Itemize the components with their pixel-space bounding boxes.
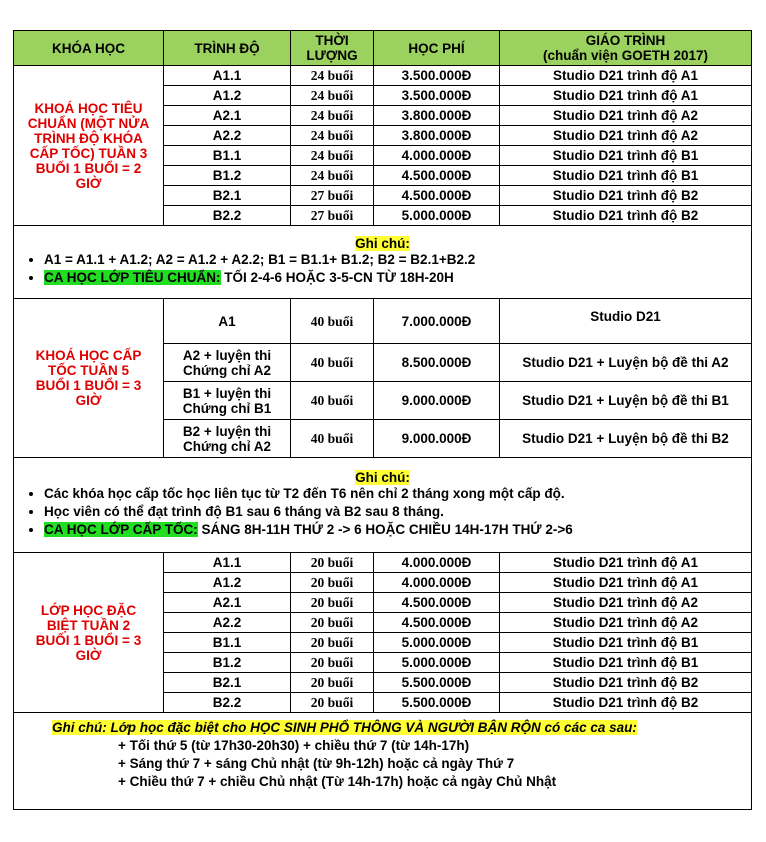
level-cell: A1.2	[164, 86, 291, 106]
duration-cell: 20 buổi	[291, 673, 374, 693]
book-cell: Studio D21 + Luyện bộ đề thi B2	[500, 420, 752, 458]
duration-cell: 24 buổi	[291, 106, 374, 126]
duration-cell: 27 buổi	[291, 206, 374, 226]
fee-cell: 8.500.000Đ	[374, 344, 500, 382]
duration-cell: 40 buổi	[291, 344, 374, 382]
express-note-list	[14, 485, 751, 539]
level-cell: B1.1	[164, 633, 291, 653]
standard-note-item	[44, 269, 751, 287]
book-cell: Studio D21 trình độ B1	[500, 653, 752, 673]
fee-cell: 4.000.000Đ	[374, 553, 500, 573]
header-level: TRÌNH ĐỘ	[164, 31, 291, 66]
level-cell: A2.2	[164, 613, 291, 633]
table-row	[14, 553, 752, 573]
fee-cell: 7.000.000Đ	[374, 299, 500, 344]
book-cell: Studio D21 trình độ B1	[500, 166, 752, 186]
level-cell: B2.1	[164, 186, 291, 206]
price-table	[13, 30, 752, 810]
price-table-container	[13, 30, 751, 810]
level-cell: B1.2	[164, 653, 291, 673]
book-cell: Studio D21 trình độ A2	[500, 126, 752, 146]
express-schedule-label: CA HỌC LỚP CẤP TỐC:	[44, 521, 198, 537]
level-cell: A1.1	[164, 553, 291, 573]
header-duration	[291, 31, 374, 66]
duration-cell: 40 buổi	[291, 299, 374, 344]
special-note-title-wrap	[52, 719, 751, 737]
duration-cell: 40 buổi	[291, 382, 374, 420]
fee-cell: 5.000.000Đ	[374, 206, 500, 226]
fee-cell: 3.500.000Đ	[374, 86, 500, 106]
table-row	[14, 299, 752, 344]
standard-note	[14, 226, 752, 299]
level-cell: B2.2	[164, 693, 291, 713]
book-cell: Studio D21 + Luyện bộ đề thi B1	[500, 382, 752, 420]
duration-cell: 20 buổi	[291, 693, 374, 713]
duration-cell: 20 buổi	[291, 573, 374, 593]
header-course: KHÓA HỌC	[14, 31, 164, 66]
fee-cell: 5.000.000Đ	[374, 653, 500, 673]
special-option: + Tối thứ 5 (từ 17h30-20h30) + chiều thứ 7 (từ 14h-17h)	[118, 738, 470, 753]
duration-cell: 24 buổi	[291, 66, 374, 86]
standard-note-list	[14, 251, 751, 287]
special-option: + Chiều thứ 7 + chiều Chủ nhật (Từ 14h-17h) hoặc cả ngày Chủ Nhật	[118, 774, 557, 789]
fee-cell: 4.000.000Đ	[374, 146, 500, 166]
book-cell: Studio D21 trình độ A2	[500, 593, 752, 613]
express-note-item: • Học viên có thể đạt trình độ B1 sau 6 tháng và B2 sau 8 tháng.	[44, 503, 751, 521]
duration-cell: 20 buổi	[291, 653, 374, 673]
standard-note-title-wrap	[14, 236, 751, 251]
standard-schedule-label: CA HỌC LỚP TIÊU CHUẨN:	[44, 269, 221, 285]
duration-cell: 24 buổi	[291, 86, 374, 106]
book-cell: Studio D21 trình độ A1	[500, 573, 752, 593]
book-cell: Studio D21 + Luyện bộ đề thi A2	[500, 344, 752, 382]
course-express-name: KHOÁ HỌC CẤP TỐC TUẦN 5 BUỔI 1 BUỔI = 3 GIỜ	[14, 299, 164, 458]
fee-cell: 9.000.000Đ	[374, 382, 500, 420]
standard-note-title: Ghi chú:	[355, 235, 410, 251]
fee-cell: 4.000.000Đ	[374, 573, 500, 593]
special-option: + Sáng thứ 7 + sáng Chủ nhật (từ 9h-12h) hoặc cả ngày Thứ 7	[118, 756, 515, 771]
book-cell: Studio D21	[500, 299, 752, 344]
express-note	[14, 458, 752, 553]
fee-cell: 3.800.000Đ	[374, 126, 500, 146]
duration-cell: 24 buổi	[291, 166, 374, 186]
special-note	[14, 713, 752, 810]
course-standard-name: KHOÁ HỌC TIÊU CHUẨN (MỘT NỬA TRÌNH ĐỘ KHÓA CẤP TỐC) TUẦN 3 BUỔI 1 BUỔI = 2 GIỜ	[14, 66, 164, 226]
express-note-row	[14, 458, 752, 553]
fee-cell: 5.500.000Đ	[374, 693, 500, 713]
book-cell: Studio D21 trình độ B1	[500, 146, 752, 166]
level-cell: A2.1	[164, 593, 291, 613]
book-cell: Studio D21 trình độ B2	[500, 206, 752, 226]
fee-cell: 9.000.000Đ	[374, 420, 500, 458]
table-header-row	[14, 31, 752, 66]
header-curriculum-title: GIÁO TRÌNH	[585, 33, 666, 48]
fee-cell: 4.500.000Đ	[374, 613, 500, 633]
fee-cell: 3.500.000Đ	[374, 66, 500, 86]
duration-cell: 20 buổi	[291, 593, 374, 613]
express-schedule-text: SÁNG 8H-11H THỨ 2 -> 6 HOẶC CHIỀU 14H-17H THỨ 2->6	[197, 521, 573, 537]
level-cell: A1.1	[164, 66, 291, 86]
level-cell: B1.2	[164, 166, 291, 186]
book-cell: Studio D21 trình độ B2	[500, 186, 752, 206]
duration-cell: 24 buổi	[291, 126, 374, 146]
book-cell: Studio D21 trình độ B2	[500, 693, 752, 713]
level-cell: A2 + luyện thi Chứng chỉ A2	[164, 344, 291, 382]
header-curriculum-subtitle: (chuẩn viện GOETH 2017)	[542, 48, 709, 63]
book-cell: Studio D21 trình độ B1	[500, 633, 752, 653]
fee-cell: 4.500.000Đ	[374, 186, 500, 206]
book-cell: Studio D21 trình độ A2	[500, 106, 752, 126]
fee-cell: 5.500.000Đ	[374, 673, 500, 693]
duration-cell: 27 buổi	[291, 186, 374, 206]
duration-cell: 40 buổi	[291, 420, 374, 458]
duration-cell: 20 buổi	[291, 633, 374, 653]
express-note-item: • Các khóa học cấp tốc học liên tục từ T2 đến T6 nên chỉ 2 tháng xong một cấp độ.	[44, 485, 751, 503]
level-cell: B2.1	[164, 673, 291, 693]
level-cell: B2 + luyện thi Chứng chỉ A2	[164, 420, 291, 458]
table-row	[14, 66, 752, 86]
book-cell: Studio D21 trình độ A1	[500, 86, 752, 106]
special-note-row	[14, 713, 752, 810]
fee-cell: 4.500.000Đ	[374, 166, 500, 186]
level-cell: A2.2	[164, 126, 291, 146]
express-note-title: Ghi chú:	[355, 469, 410, 485]
special-note-title: Ghi chú: Lớp học đặc biệt cho HỌC SINH PHỔ THÔNG VÀ NGƯỜI BẬN RỘN có các ca sau:	[52, 720, 637, 735]
fee-cell: 5.000.000Đ	[374, 633, 500, 653]
duration-cell: 20 buổi	[291, 613, 374, 633]
fee-cell: 3.800.000Đ	[374, 106, 500, 126]
duration-cell: 20 buổi	[291, 553, 374, 573]
course-special-name: LỚP HỌC ĐẶC BIỆT TUẦN 2 BUỔI 1 BUỔI = 3 GIỜ	[14, 553, 164, 713]
standard-schedule-text: TỐI 2-4-6 HOẶC 3-5-CN TỪ 18H-20H	[220, 269, 454, 285]
standard-note-row	[14, 226, 752, 299]
book-cell: Studio D21 trình độ A1	[500, 553, 752, 573]
standard-note-item: • A1 = A1.1 + A1.2; A2 = A1.2 + A2.2; B1 = B1.1+ B1.2; B2 = B2.1+B2.2	[44, 251, 751, 269]
level-cell: B1.1	[164, 146, 291, 166]
level-cell: A1.2	[164, 573, 291, 593]
header-duration-label: THỜI LƯỢNG	[306, 33, 358, 63]
book-cell: Studio D21 trình độ A2	[500, 613, 752, 633]
express-note-item	[44, 521, 751, 539]
header-fee: HỌC PHÍ	[374, 31, 500, 66]
express-note-title-wrap	[14, 470, 751, 485]
level-cell: B1 + luyện thi Chứng chỉ B1	[164, 382, 291, 420]
level-cell: A2.1	[164, 106, 291, 126]
fee-cell: 4.500.000Đ	[374, 593, 500, 613]
level-cell: B2.2	[164, 206, 291, 226]
header-curriculum	[500, 31, 752, 66]
duration-cell: 24 buổi	[291, 146, 374, 166]
level-cell: A1	[164, 299, 291, 344]
book-cell: Studio D21 trình độ A1	[500, 66, 752, 86]
book-cell: Studio D21 trình độ B2	[500, 673, 752, 693]
